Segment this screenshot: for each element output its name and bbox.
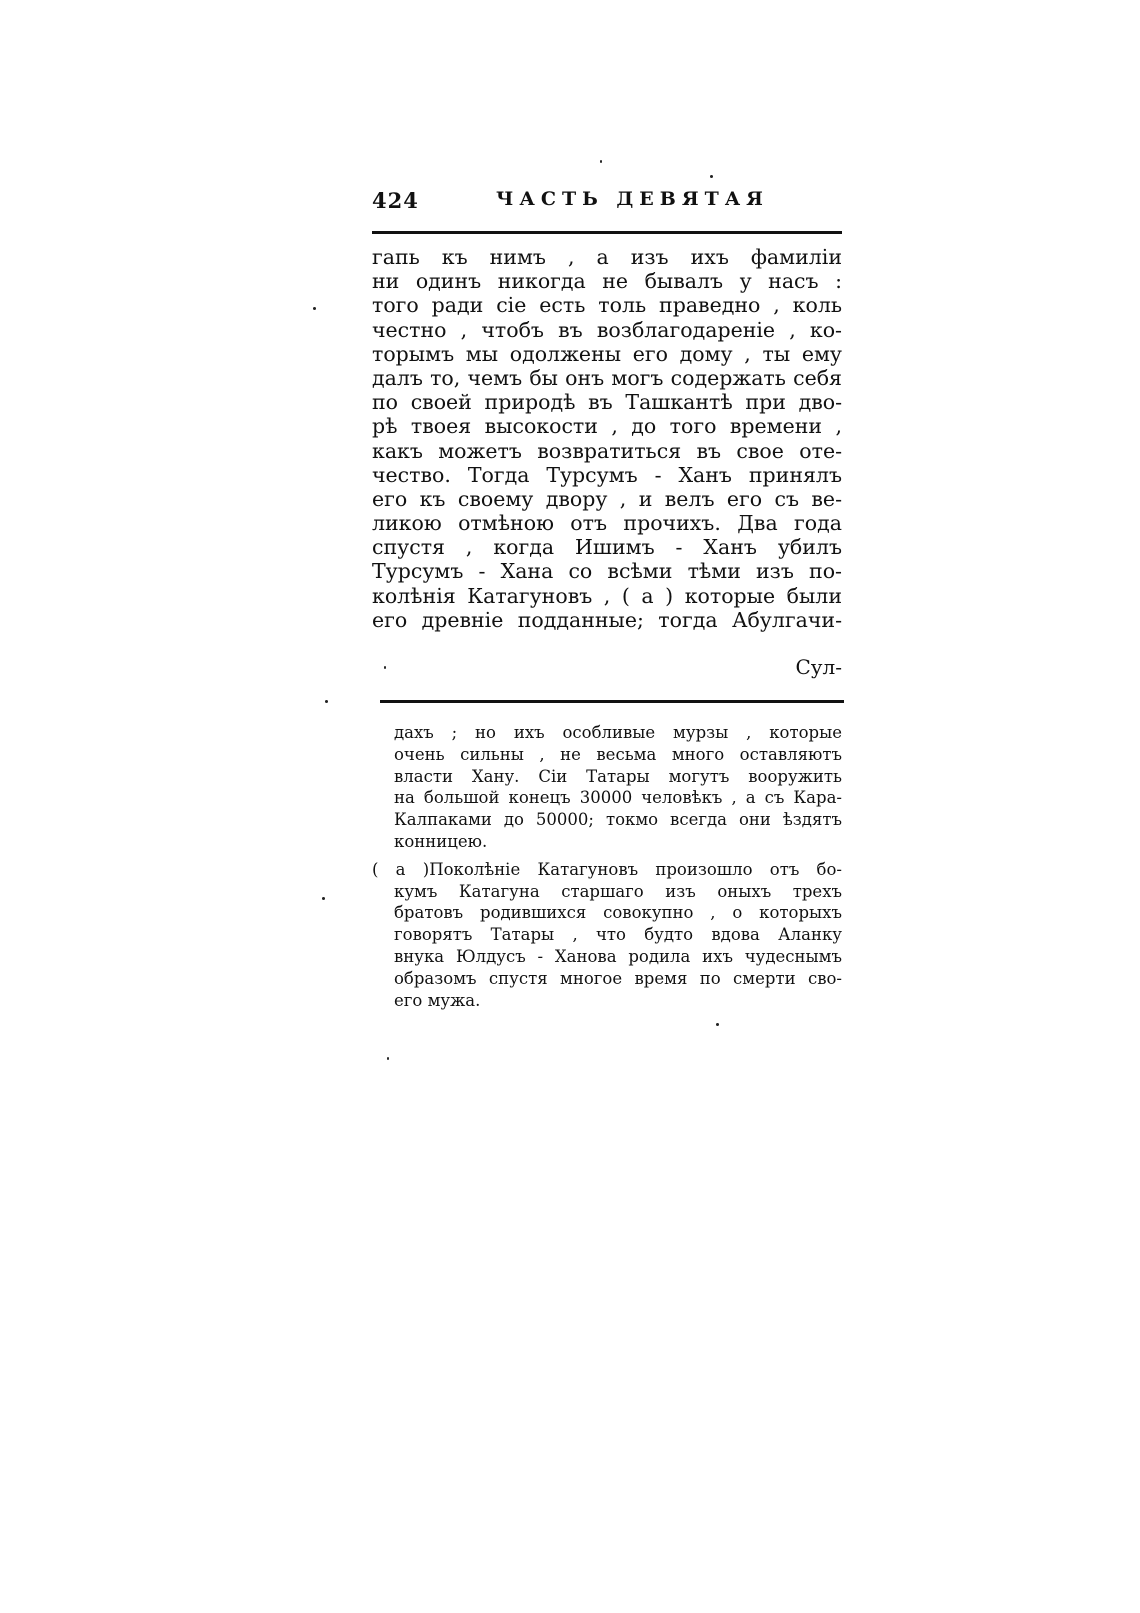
text-line: какъ можетъ возвратиться въ свое оте- [372, 438, 842, 463]
page-header [372, 188, 842, 218]
scan-speck [710, 175, 713, 178]
running-head: ЧАСТЬ ДЕВЯТАЯ [496, 188, 769, 210]
footnote-text: Поколѣніе Катагуновъ произошло отъ бо- [429, 859, 842, 879]
footnote-marker: ( а ) [372, 859, 430, 879]
scan-speck [600, 160, 602, 163]
footnote-line: дахъ ; но ихъ особливые мурзы , которые [394, 723, 842, 742]
text-line: того ради сіе есть толь праведно , коль [372, 293, 842, 318]
text-line: спустя , когда Ишимъ - Ханъ убилъ [372, 535, 842, 560]
footnote-line: братовъ родившихся совокупно , о которыхъ [394, 903, 842, 923]
footnote-line: его мужа. [394, 990, 481, 1010]
text-line: далъ то, чемъ бы онъ могъ содержать себя [372, 365, 842, 390]
footnote-line [372, 859, 842, 881]
scan-speck [325, 700, 328, 703]
text-line: ликою отмѣною отъ прочихъ. Два года [372, 511, 842, 536]
footnote-line: внука Юлдусъ - Ханова родила ихъ чудеснымъ [394, 946, 842, 966]
footnote-rule [380, 700, 844, 703]
text-line: его къ своему двору , и велъ его съ ве- [372, 486, 842, 511]
footnote-continued [372, 722, 842, 853]
footnotes [372, 722, 842, 1011]
main-text [372, 245, 842, 632]
header-rule [372, 231, 842, 234]
footnote-a [372, 859, 842, 1012]
footnote-line: на большой конецъ 30000 человѣкъ , а съ Кара- [394, 788, 842, 808]
text-line: рѣ твоея высокости , до того времени , [372, 414, 842, 439]
scan-speck [322, 897, 325, 900]
text-line: честно , чтобъ въ возблагодареніе , ко- [372, 317, 842, 342]
text-line: гапь къ нимъ , а изъ ихъ фамиліи [372, 245, 842, 269]
text-line: ни одинъ никогда не бывалъ у насъ : [372, 269, 842, 294]
text-line: Турсумъ - Хана со всѣми тѣми изъ по- [372, 559, 842, 584]
footnote-line: очень сильны , не весьма много оставляютъ [394, 744, 842, 764]
catchword: Сул- [795, 655, 842, 679]
scan-speck [384, 666, 386, 669]
scan-speck [716, 1023, 719, 1026]
text-line: по своей природѣ въ Ташкантѣ при дво- [372, 390, 842, 415]
page-number: 424 [372, 188, 419, 213]
scan-speck [387, 1057, 389, 1060]
scan-speck [313, 307, 316, 310]
footnote-line: власти Хану. Сіи Татары могутъ вооружить [394, 766, 842, 786]
footnote-line: образомъ спустя многое время по смерти сво- [394, 968, 842, 988]
footnote-line: Калпаками до 50000; токмо всегда они ѣздятъ [394, 810, 842, 830]
text-line: его древніе подданные; тогда Абулгачи- [372, 607, 842, 632]
footnote-line: говорятъ Татары , что будто вдова Аланку [394, 925, 842, 945]
text-line: колѣнія Катагуновъ , ( а ) которые были [372, 583, 842, 608]
footnote-line: кумъ Катагуна старшаго изъ оныхъ трехъ [394, 881, 842, 901]
text-line: торымъ мы одолжены его дому , ты ему [372, 341, 842, 366]
footnote-line: конницею. [394, 831, 488, 851]
text-line: чество. Тогда Турсумъ - Ханъ принялъ [372, 462, 842, 487]
